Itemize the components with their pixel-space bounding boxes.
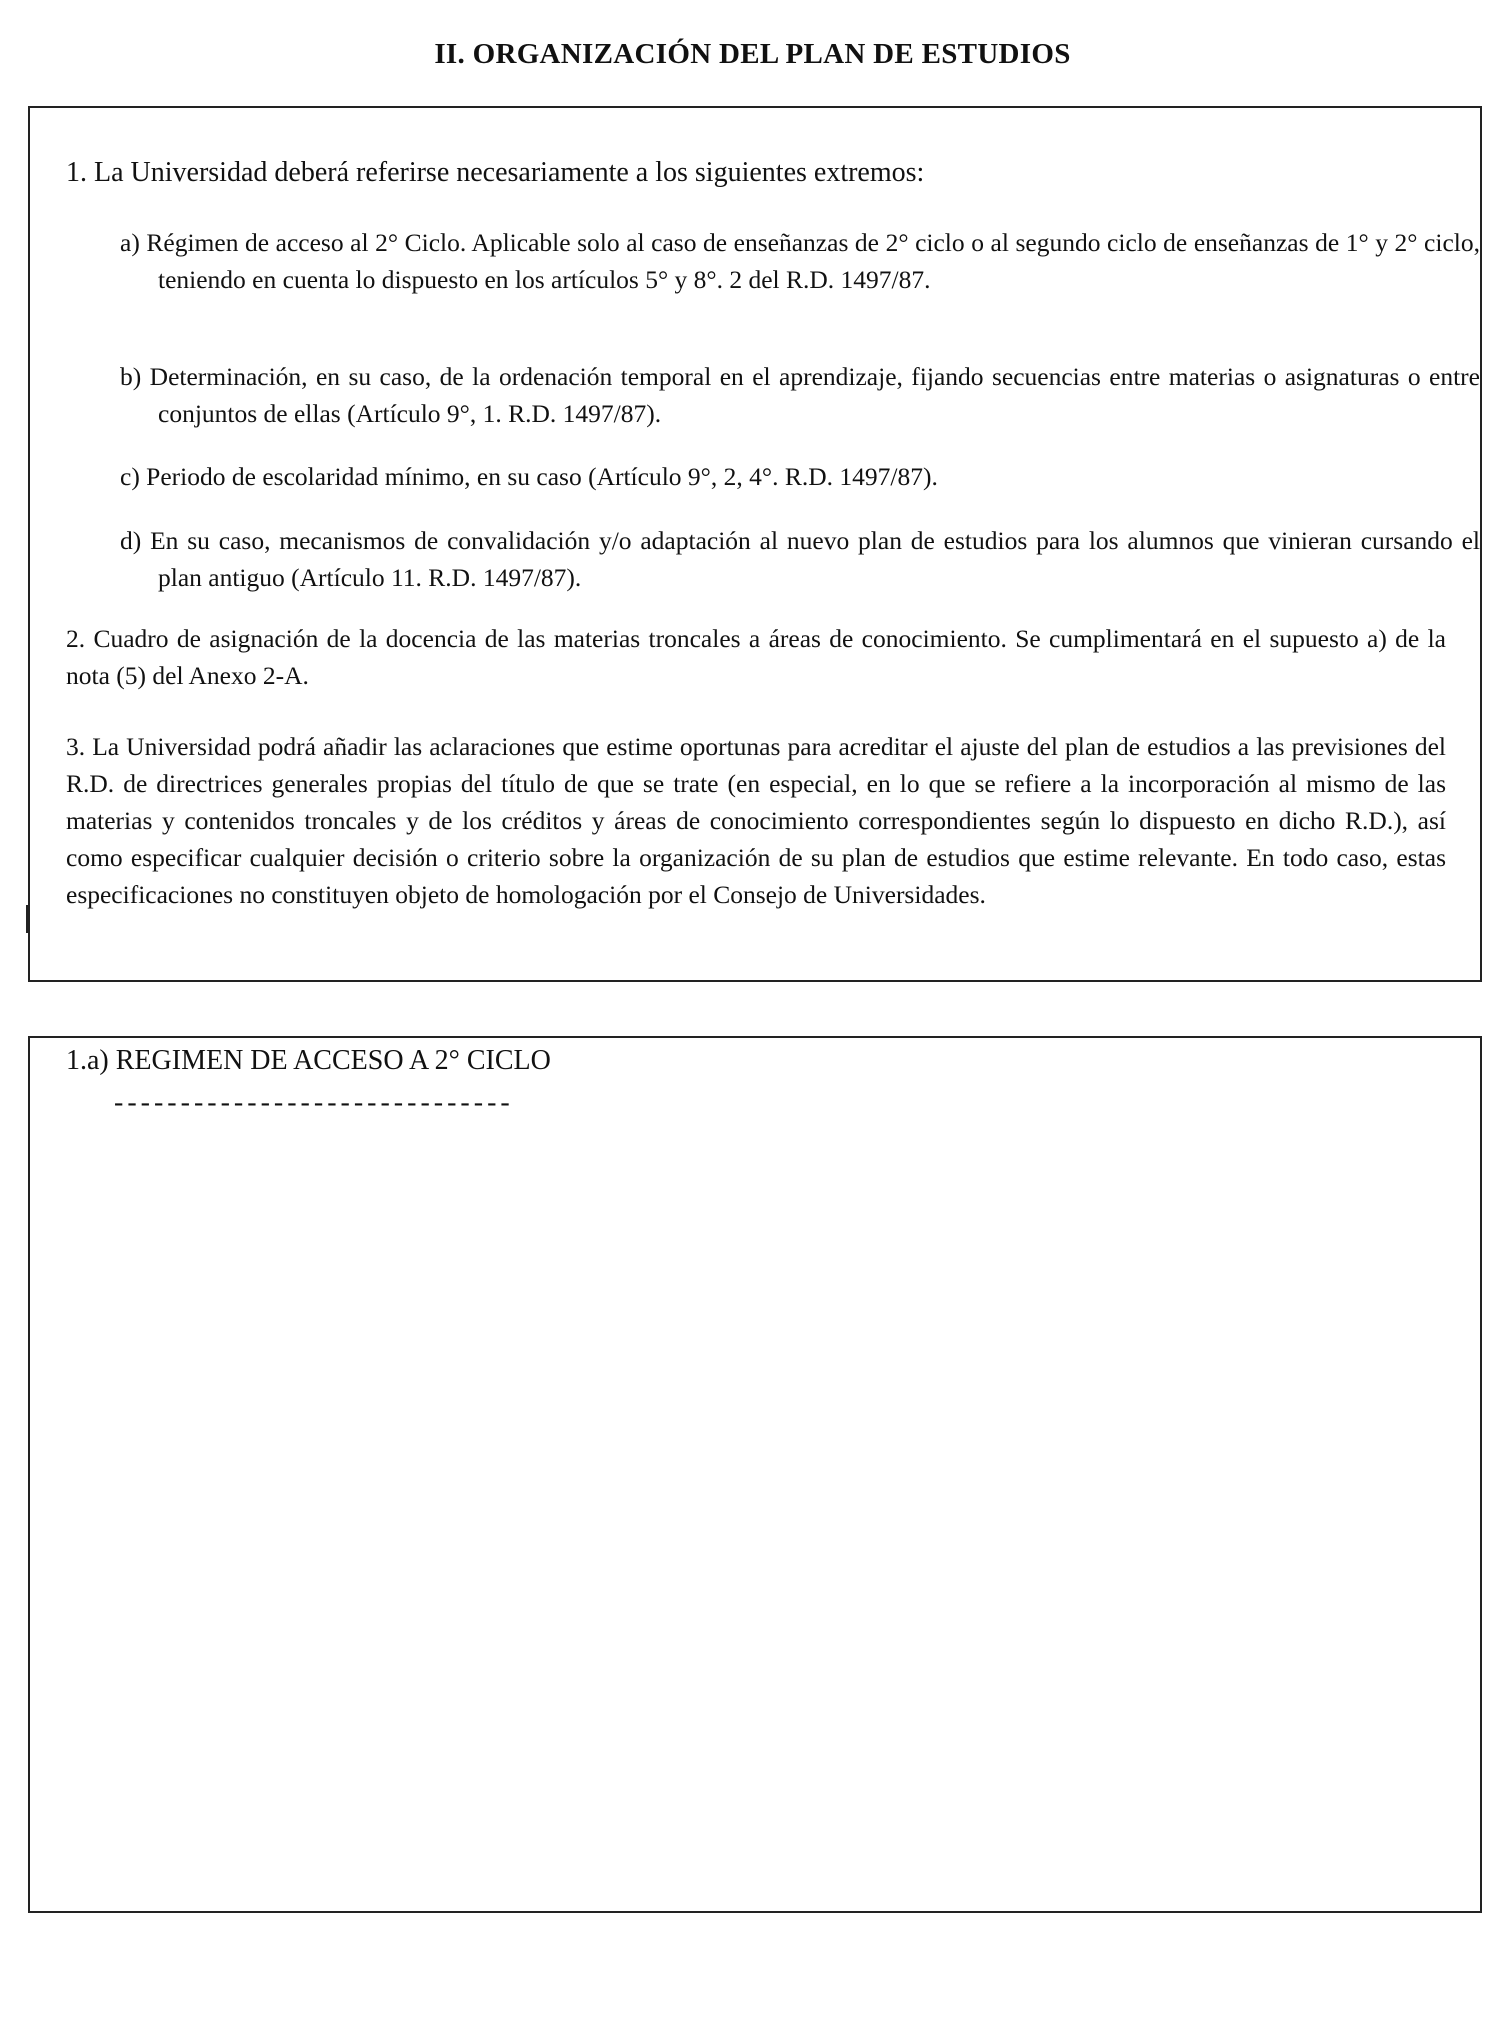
page-title: II. ORGANIZACIÓN DEL PLAN DE ESTUDIOS [434,38,1071,70]
regimen-dashed-line: ------------------------------ [114,1087,514,1118]
regimen-section-label: 1.a) REGIMEN DE ACCESO A 2° CICLO [66,1045,551,1076]
instruction-item-c: c) Periodo de escolaridad mínimo, en su caso (Artículo 9°, 2, 4°. R.D. 1497/87). [120,462,938,491]
margin-mark [26,905,29,933]
regimen-box [28,1036,1482,1913]
instructions-intro: 1. La Universidad deberá referirse necesariamente a los siguientes extremos: [66,157,925,188]
instruction-point-3: 3. La Universidad podrá añadir las aclaraciones que estime oportunas para acreditar el ajuste del plan de estudios a las previsiones del R.D. de directrices generales propias del título de que se trate (en especial, en lo que se refiere a la incorporación al mismo de las materias y contenidos troncales y de los créditos y áreas de conocimiento correspondientes según lo dispuesto en dicho R.D.), así como especificar cualquier decisión o criterio sobre la organización de su plan de estudios que estime relevante. En todo caso, estas especificaciones no constituyen objeto de homologación por el Consejo de Universidades. [66,732,1446,909]
instruction-item-a: a) Régimen de acceso al 2° Ciclo. Aplicable solo al caso de enseñanzas de 2° ciclo o al segundo ciclo de enseñanzas de 1° y 2° ciclo, teniendo en cuenta lo dispuesto en los artículos 5° y 8°. 2 del R.D. 1497/87. [120,228,1480,294]
instruction-item-b: b) Determinación, en su caso, de la ordenación temporal en el aprendizaje, fijando secuencias entre materias o asignaturas o entre conjuntos de ellas (Artículo 9°, 1. R.D. 1497/87). [120,362,1480,428]
instructions-box [28,106,1482,982]
instruction-point-2: 2. Cuadro de asignación de la docencia de las materias troncales a áreas de conocimiento. Se cumplimentará en el supuesto a) de la nota (5) del Anexo 2-A. [66,624,1446,690]
instruction-item-d: d) En su caso, mecanismos de convalidación y/o adaptación al nuevo plan de estudios para los alumnos que vinieran cursando el plan antiguo (Artículo 11. R.D. 1497/87). [120,526,1480,592]
